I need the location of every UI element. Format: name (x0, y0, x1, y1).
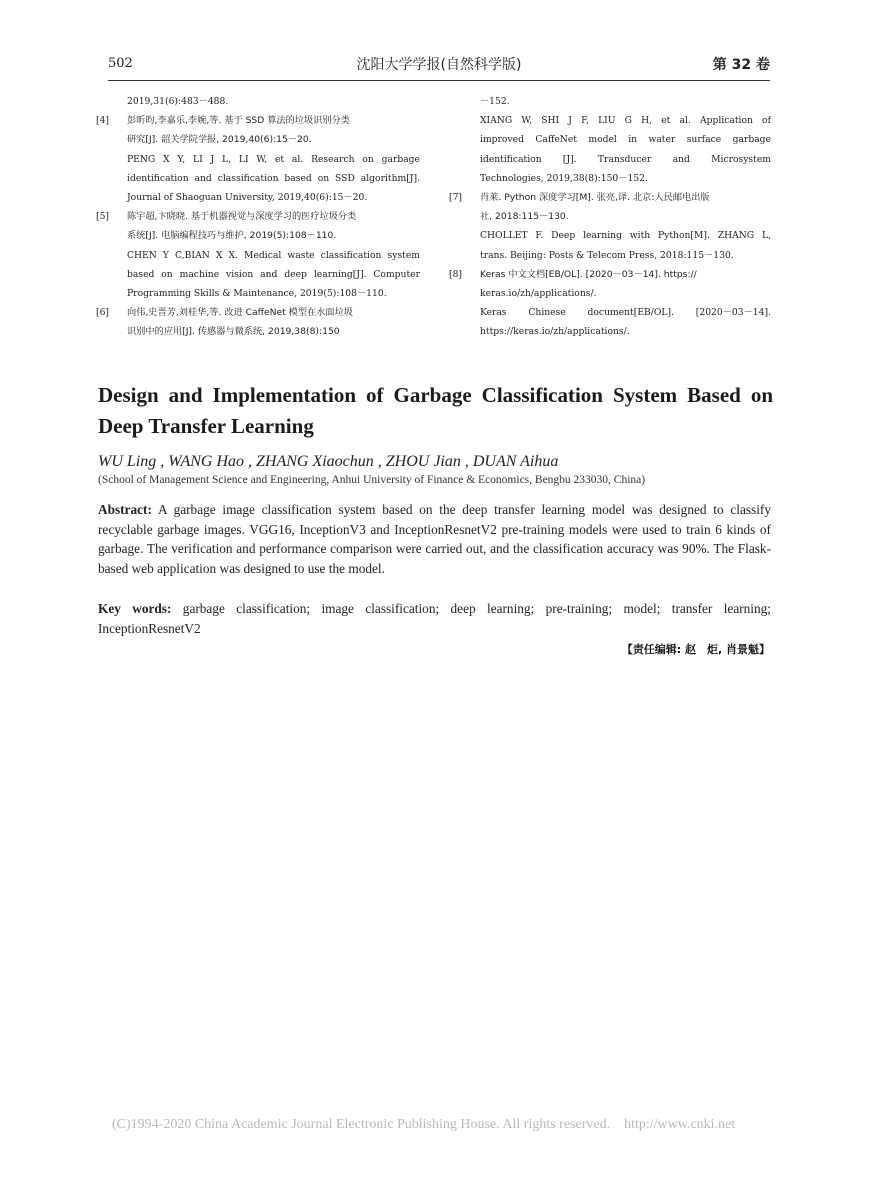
reference-line: Journal of Shaoguan University, 2019,40(6):15－20. (127, 191, 368, 203)
footer-url: http://www.cnki.net (624, 1117, 736, 1132)
page-header (108, 50, 770, 81)
paper-affiliation: (School of Management Science and Engineering, Anhui University of Finance & Economics, Bengbu 233030, China) (98, 474, 646, 486)
keywords-text: garbage classification; image classification; deep learning; pre-training; model; transfer learning; InceptionResnetV2 (98, 601, 771, 636)
reference-item (96, 207, 420, 303)
reference-number: [8] (449, 268, 463, 280)
reference-line: trans. Beijing: Posts & Telecom Press, 2018:115－130. (480, 249, 734, 261)
reference-line: 社, 2018:115－130. (480, 211, 569, 223)
reference-line: 识别中的应用[J]. 传感器与微系统, 2019,38(8):150 (127, 326, 340, 338)
reference-text: 陈宇超,卞晓晓. 基于机器视觉与深度学习的医疗垃圾分类 (127, 211, 357, 223)
reference-item (449, 92, 771, 188)
paper-authors: WU Ling , WANG Hao , ZHANG Xiaochun , ZHOU Jian , DUAN Aihua (98, 453, 559, 470)
reference-text: 向伟,史晋芳,刘桂华,等. 改进 CaffeNet 模型在水面垃圾 (127, 307, 353, 319)
reference-number: [5] (96, 211, 110, 223)
reference-line: 系统[J]. 电脑编程技巧与维护, 2019(5):108－110. (127, 230, 337, 242)
reference-line (449, 188, 771, 207)
reference-line: keras.io/zh/applications/. (480, 287, 597, 299)
reference-text: 彭昕昀,李嘉乐,李婉,等. 基于 SSD 算法的垃圾识别分类 (127, 115, 350, 127)
editor-credit: 【责任编辑: 赵 炬, 肖景魁】 (621, 643, 770, 656)
reference-line: 研究[J]. 韶关学院学报, 2019,40(6):15－20. (127, 134, 312, 146)
reference-number: [7] (449, 191, 463, 203)
reference-number: [4] (96, 115, 110, 127)
reference-line: CHOLLET F. Deep learning with Python[M]. ZHANG L, (480, 230, 771, 242)
abstract (98, 500, 771, 579)
references-right-column (449, 92, 771, 341)
reference-line: identification and classification based on SSD algorithm[J]. (127, 172, 420, 184)
reference-line: https://keras.io/zh/applications/. (480, 326, 630, 338)
reference-item (449, 188, 771, 265)
reference-line: improved CaffeNet model in water surface garbage (480, 134, 771, 146)
reference-line: XIANG W, SHI J F, LIU G H, et al. Application of (480, 115, 771, 127)
keywords-label: Key words: (98, 601, 172, 616)
reference-text: Keras 中文文档[EB/OL]. [2020－03－14]. https:// (480, 268, 697, 280)
abstract-label: Abstract: (98, 502, 152, 517)
reference-line (96, 111, 420, 130)
journal-name: 沈阳大学学报(自然科学版) (356, 57, 522, 73)
reference-line: identification [J]. Transducer and Microsystem (480, 153, 771, 165)
reference-item (96, 92, 420, 111)
reference-item (449, 265, 771, 342)
reference-line: PENG X Y, LI J L, LI W, et al. Research on garbage (127, 153, 420, 165)
page-number: 502 (108, 56, 133, 71)
reference-item (96, 303, 420, 341)
references-left-column (96, 92, 420, 341)
volume-label: 第 32 卷 (712, 57, 770, 73)
footer (112, 1117, 735, 1133)
reference-line: Technologies, 2019,38(8):150－152. (480, 172, 648, 184)
reference-line: Programming Skills & Maintenance, 2019(5):108－110. (127, 287, 387, 299)
footer-copyright: (C)1994-2020 China Academic Journal Electronic Publishing House. All rights reserved. (112, 1117, 611, 1132)
reference-line (96, 303, 420, 322)
reference-line (96, 207, 420, 226)
abstract-text: A garbage image classification system based on the deep transfer learning model was designed to classify recyclable garbage images. VGG16, InceptionV3 and InceptionResnetV2 pre-training models were used to train 6 kinds of garbage. The verification and performance comparison were carried out, and the classification accuracy was 90%. The Flask-based web application was designed to use the model. (98, 502, 771, 577)
reference-line: based on machine vision and deep learning[J]. Computer (127, 268, 420, 280)
keywords (98, 599, 771, 638)
paper-title: Design and Implementation of Garbage Classification System Based on Deep Transfer Learning (98, 383, 773, 438)
reference-line (449, 265, 771, 284)
reference-line: 2019,31(6):483－488. (127, 96, 229, 107)
reference-item (96, 111, 420, 207)
reference-line: Keras Chinese document[EB/OL]. [2020－03－14]. (480, 307, 771, 319)
reference-line: CHEN Y C,BIAN X X. Medical waste classification system (127, 249, 420, 261)
reference-number: [6] (96, 307, 110, 319)
reference-text: 肖莱. Python 深度学习[M]. 张亮,译. 北京:人民邮电出版 (480, 191, 710, 203)
reference-line: －152. (480, 96, 510, 107)
